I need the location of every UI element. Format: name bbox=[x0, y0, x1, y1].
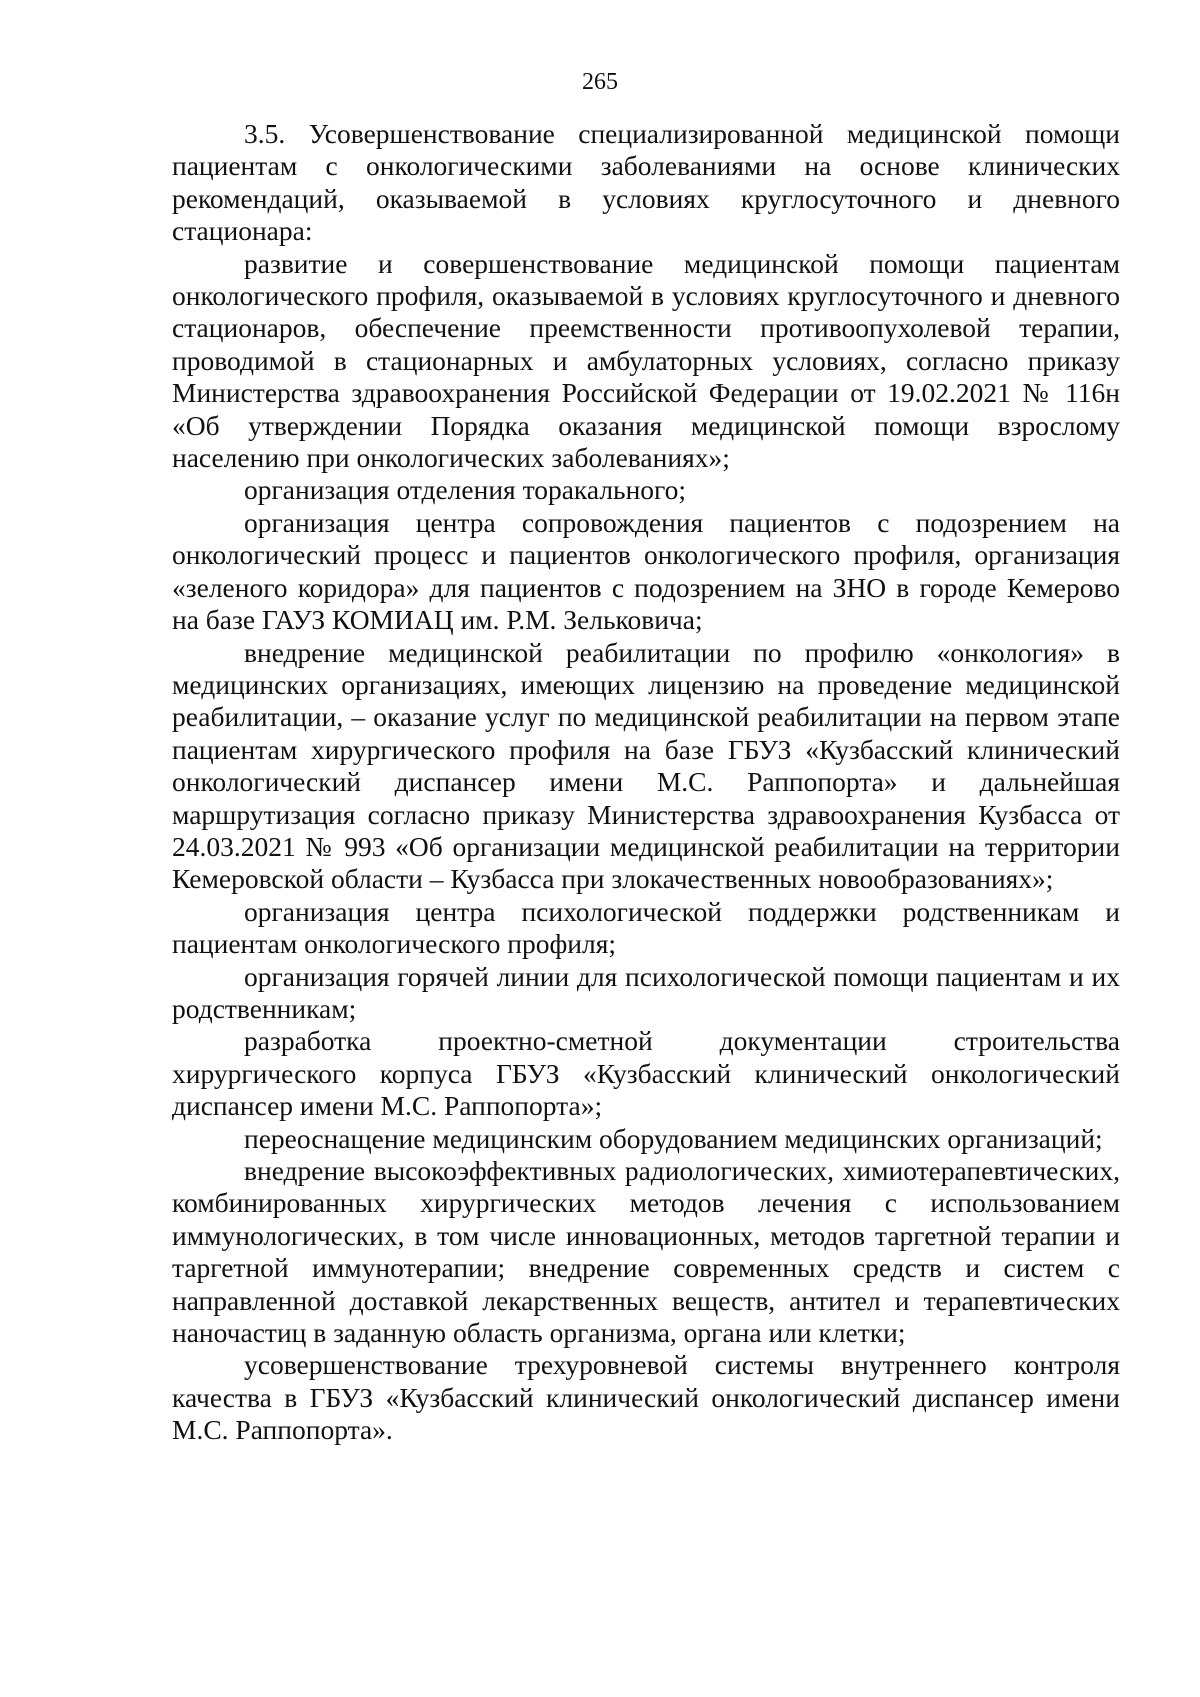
paragraph: переоснащение медицинским оборудованием медицинских организаций; bbox=[244, 1122, 1103, 1154]
paragraph: организация отделения торакального; bbox=[244, 474, 687, 506]
section-heading-paragraph: 3.5. Усовершенствование специализированной медицинской помощи пациентам с онкологическими заболеваниями на основе клинических рекомендаций, оказываемой в условиях круглосуточного и дневного стационара: bbox=[172, 118, 1120, 247]
paragraph: организация центра психологической поддержки родственникам и пациентам онкологического профиля; bbox=[172, 895, 1120, 960]
paragraph: развитие и совершенствование медицинской помощи пациентам онкологического профиля, оказываемой в условиях круглосуточного и дневного стационаров, обеспечение преемственности противоопухолевой терапии, проводимой в стационарных и амбулаторных условиях, согласно приказу Министерства здравоохранения Российской Федерации от 19.02.2021 № 116н «Об утверждении Порядка оказания медицинской помощи взрослому населению при онкологических заболеваниях»; bbox=[172, 247, 1120, 474]
document-body bbox=[172, 118, 1120, 1447]
paragraph: усовершенствование трехуровневой системы внутреннего контроля качества в ГБУЗ «Кузбасский клинический онкологический диспансер имени М.С. Раппопорта». bbox=[172, 1349, 1120, 1446]
paragraph: организация центра сопровождения пациентов с подозрением на онкологический процесс и пациентов онкологического профиля, организация «зеленого коридора» для пациентов с подозрением на ЗНО в городе Кемерово на базе ГАУЗ КОМИАЦ им. Р.М. Зельковича; bbox=[172, 506, 1120, 636]
paragraph: внедрение медицинской реабилитации по профилю «онкология» в медицинских организациях, имеющих лицензию на проведение медицинской реабилитации, – оказание услуг по медицинской реабилитации на первом этапе пациентам хирургического профиля на базе ГБУЗ «Кузбасский клинический онкологический диспансер имени М.С. Раппопорта» и дальнейшая маршрутизация согласно приказу Министерства здравоохранения Кузбасса от 24.03.2021 № 993 «Об организации медицинской реабилитации на территории Кемеровской области – Кузбасса при злокачественных новообразованиях»; bbox=[172, 636, 1120, 895]
paragraph: разработка проектно-сметной документации строительства хирургического корпуса ГБУЗ «Кузбасский клинический онкологический диспансер имени М.С. Раппопорта»; bbox=[172, 1025, 1120, 1122]
paragraph: внедрение высокоэффективных радиологических, химиотерапевтических, комбинированных хирургических методов лечения с использованием иммунологических, в том числе инновационных, методов таргетной терапии и таргетной иммунотерапии; внедрение современных средств и систем с направленной доставкой лекарственных веществ, антител и терапевтических наночастиц в заданную область организма, органа или клетки; bbox=[172, 1155, 1120, 1349]
paragraph: организация горячей линии для психологической помощи пациентам и их родственникам; bbox=[172, 960, 1120, 1024]
page-number: 265 bbox=[582, 69, 618, 95]
